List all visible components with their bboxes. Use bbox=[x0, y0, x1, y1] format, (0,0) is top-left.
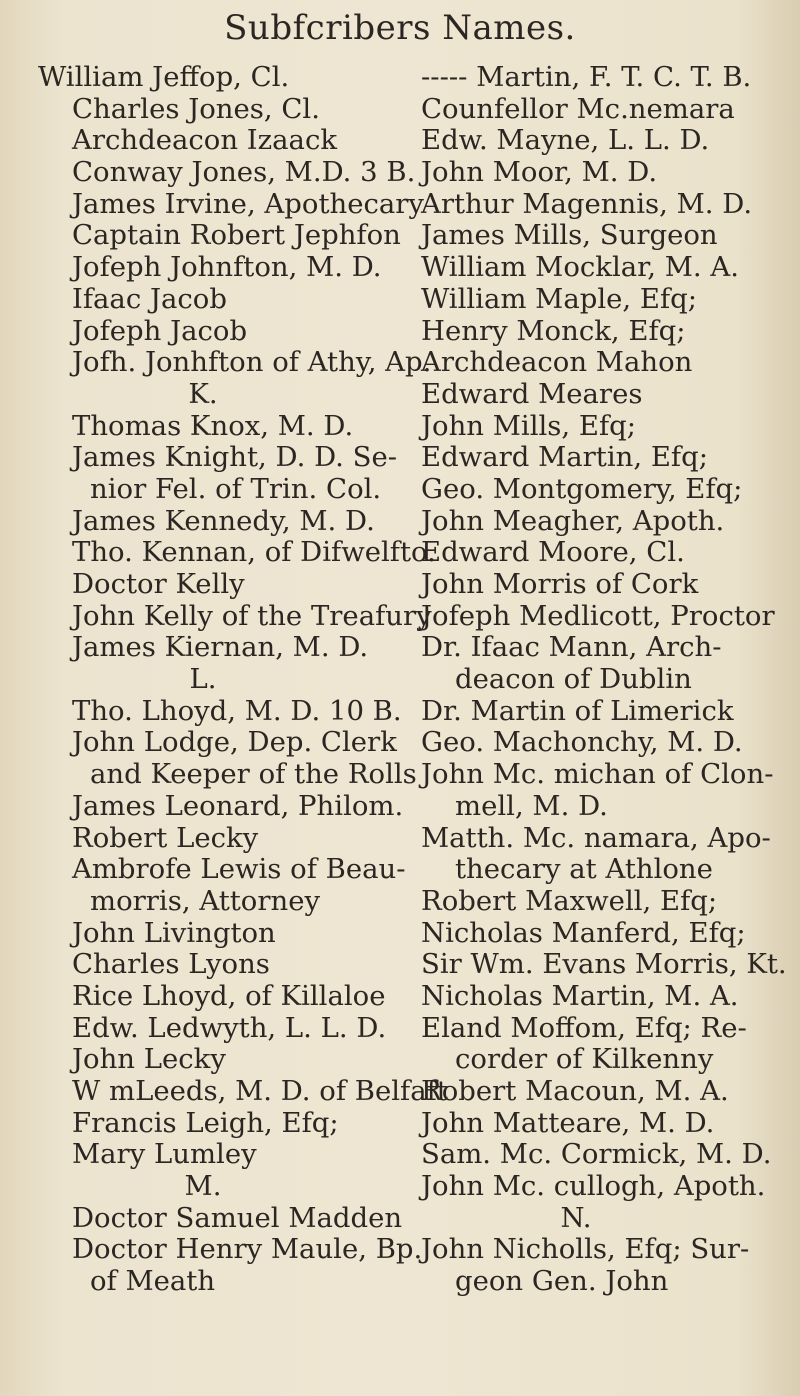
subscriber-line: Jofeph Jacob bbox=[72, 314, 248, 347]
subscriber-line: Robert Maxwell, Efq; bbox=[421, 884, 718, 917]
subscriber-line: Edw. Mayne, L. L. D. bbox=[421, 124, 710, 157]
subscriber-line: Archdeacon Mahon bbox=[421, 346, 693, 379]
subscriber-line: John Morris of Cork bbox=[421, 568, 699, 600]
subscriber-line: Jofh. Jonhfton of Athy, Ap. bbox=[72, 346, 432, 379]
subscriber-line: nior Fel. of Trin. Col. bbox=[90, 472, 382, 505]
subscriber-line: John Matteare, M. D. bbox=[421, 1106, 715, 1139]
subscriber-line: James Knight, D. D. Se- bbox=[72, 441, 398, 474]
subscriber-line: James Kiernan, M. D. bbox=[72, 631, 369, 664]
subscriber-line: Ambrofe Lewis of Beau- bbox=[72, 853, 406, 886]
subscriber-line: John Mc. cullogh, Apoth. bbox=[421, 1170, 766, 1203]
subscriber-line: Edward Meares bbox=[421, 377, 643, 410]
subscriber-line: morris, Attorney bbox=[90, 884, 321, 917]
section-letter: L. bbox=[189, 663, 217, 696]
subscriber-line: Dr. Martin of Limerick bbox=[421, 694, 734, 727]
subscriber-line: James Leonard, Philom. bbox=[72, 789, 404, 822]
subscriber-line: geon Gen. John bbox=[455, 1265, 669, 1298]
subscriber-line: James Mills, Surgeon bbox=[421, 219, 718, 252]
subscriber-line: Rice Lhoyd, of Killaloe bbox=[72, 979, 386, 1012]
subscriber-line: deacon of Dublin bbox=[455, 663, 692, 696]
subscriber-line: John Lodge, Dep. Clerk bbox=[72, 726, 397, 759]
page-header: Subfcribers Names. bbox=[224, 8, 576, 48]
subscriber-line: Edw. Ledwyth, L. L. D. bbox=[72, 1011, 387, 1044]
subscriber-line: Ifaac Jacob bbox=[72, 282, 227, 315]
subscriber-line: Robert Lecky bbox=[72, 821, 259, 854]
subscriber-line: Jofeph Medlicott, Proctor bbox=[421, 599, 775, 632]
section-letter: N. bbox=[560, 1201, 592, 1234]
subscriber-line: Francis Leigh, Efq; bbox=[72, 1106, 339, 1139]
subscriber-line: James Kennedy, M. D. bbox=[72, 504, 375, 537]
subscriber-line: Doctor Samuel Madden bbox=[72, 1201, 403, 1234]
subscriber-line: John Moor, M. D. bbox=[421, 156, 658, 189]
subscriber-line: Henry Monck, Efq; bbox=[421, 314, 686, 347]
subscriber-line: Robert Macoun, M. A. bbox=[421, 1075, 729, 1107]
subscriber-line: W mLeeds, M. D. of Belfaft bbox=[72, 1075, 448, 1107]
subscriber-line: John Kelly of the Treafury bbox=[72, 599, 432, 632]
subscriber-line: Jofeph Johnfton, M. D. bbox=[72, 251, 382, 284]
subscriber-line: Dr. Ifaac Mann, Arch- bbox=[421, 631, 722, 664]
subscriber-line: Nicholas Manferd, Efq; bbox=[421, 916, 746, 949]
subscriber-line: mell, M. D. bbox=[455, 789, 608, 822]
subscriber-line: Arthur Magennis, M. D. bbox=[421, 187, 753, 220]
subscriber-line: Edward Martin, Efq; bbox=[421, 441, 708, 474]
subscriber-line: Captain Robert Jephfon bbox=[72, 219, 401, 252]
subscriber-line: William Maple, Efq; bbox=[421, 282, 698, 315]
subscriber-line: William Mocklar, M. A. bbox=[421, 251, 739, 284]
subscriber-line: Sir Wm. Evans Morris, Kt. bbox=[421, 948, 787, 981]
subscriber-line: John Meagher, Apoth. bbox=[421, 504, 725, 537]
subscriber-line: Archdeacon Izaack bbox=[72, 124, 338, 157]
subscriber-line: Conway Jones, M.D. 3 B. bbox=[72, 156, 416, 189]
subscriber-line: Counfellor Mc.nemara bbox=[421, 92, 735, 125]
subscriber-line: Geo. Machonchy, M. D. bbox=[421, 726, 743, 759]
subscriber-line: Geo. Montgomery, Efq; bbox=[421, 472, 743, 505]
subscriber-line: Edward Moore, Cl. bbox=[421, 536, 685, 569]
subscriber-line: John Nicholls, Efq; Sur- bbox=[421, 1233, 750, 1266]
subscriber-line: Mary Lumley bbox=[72, 1138, 257, 1171]
subscriber-line: Thomas Knox, M. D. bbox=[72, 409, 354, 442]
right-column bbox=[421, 62, 791, 1298]
subscriber-line: John Lecky bbox=[72, 1043, 226, 1076]
subscriber-line: William Jeffop, Cl. bbox=[38, 61, 290, 93]
subscriber-line: John Mills, Efq; bbox=[421, 409, 637, 442]
subscriber-line: Charles Jones, Cl. bbox=[72, 92, 320, 125]
left-column bbox=[38, 61, 448, 1298]
subscriber-line: Matth. Mc. namara, Apo- bbox=[421, 821, 771, 854]
section-letter: K. bbox=[188, 377, 218, 410]
subscriber-line: John Mc. michan of Clon- bbox=[421, 758, 774, 791]
subscriber-line: Sam. Mc. Cormick, M. D. bbox=[421, 1138, 772, 1171]
subscriber-line: John Livington bbox=[72, 916, 276, 949]
subscriber-line: of Meath bbox=[90, 1265, 216, 1298]
subscriber-line: Tho. Kennan, of Difwelfto. bbox=[72, 536, 436, 569]
subscriber-line: Nicholas Martin, M. A. bbox=[421, 979, 739, 1012]
subscriber-line: Doctor Kelly bbox=[72, 568, 245, 600]
subscriber-line: and Keeper of the Rolls bbox=[90, 758, 417, 791]
subscriber-line: corder of Kilkenny bbox=[455, 1043, 714, 1076]
subscriber-line: Tho. Lhoyd, M. D. 10 B. bbox=[72, 694, 402, 727]
section-letter: M. bbox=[184, 1170, 222, 1203]
subscriber-line: Doctor Henry Maule, Bp. bbox=[72, 1233, 423, 1266]
subscriber-line: ----- Martin, F. T. C. T. B. bbox=[421, 61, 752, 93]
subscriber-line: Eland Moffom, Efq; Re- bbox=[421, 1011, 747, 1044]
subscriber-line: Charles Lyons bbox=[72, 948, 270, 981]
subscriber-line: James Irvine, Apothecary bbox=[72, 187, 424, 220]
subscriber-line: thecary at Athlone bbox=[455, 853, 713, 886]
